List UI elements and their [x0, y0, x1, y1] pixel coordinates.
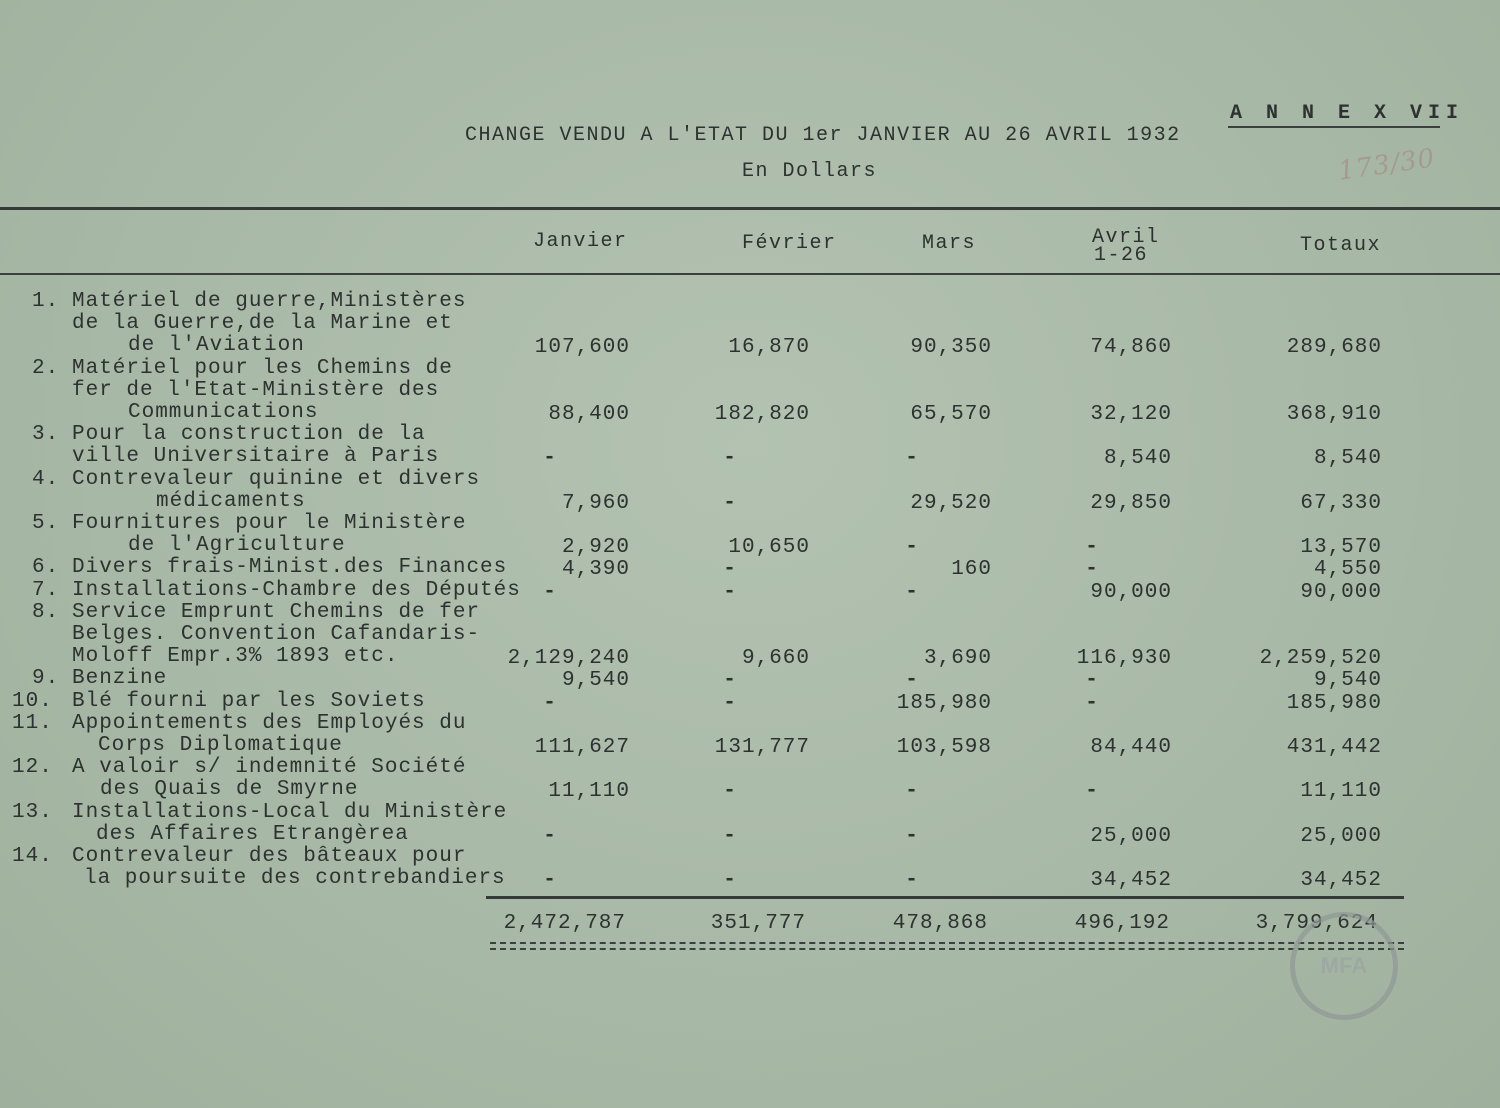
- row-value: 4,390: [561, 558, 630, 582]
- row-description-line: Matériel pour les Chemins de: [72, 356, 453, 380]
- row-value: -: [905, 580, 919, 604]
- annex-underline: [1228, 126, 1440, 128]
- row-value: 25,000: [1090, 824, 1172, 848]
- row-value: -: [543, 691, 557, 715]
- row-value: -: [543, 580, 557, 604]
- column-header-totaux: Totaux: [1300, 234, 1382, 257]
- row-value: 9,660: [741, 647, 810, 671]
- row-value: 103,598: [896, 736, 992, 759]
- row-value: 90,000: [1090, 580, 1172, 604]
- row-value: 90,350: [910, 336, 992, 360]
- row-value: 8,540: [1313, 447, 1382, 471]
- row-description-line: la poursuite des contrebandiers: [84, 867, 506, 891]
- row-value: 32,120: [1090, 403, 1172, 426]
- row-description-line: médicaments: [156, 489, 306, 513]
- row-value: 10,650: [728, 536, 810, 560]
- total-totaux: 3,799,624: [1255, 912, 1378, 935]
- row-value: 116,930: [1076, 647, 1172, 671]
- stamp-text: MFA: [1320, 953, 1368, 978]
- handwritten-reference: 173/30: [1336, 143, 1438, 187]
- double-rule-top: [490, 942, 1404, 944]
- row-value: 9,540: [561, 669, 630, 693]
- row-number: 14.: [12, 845, 53, 868]
- row-value: -: [905, 780, 919, 804]
- row-value: 11,110: [1300, 780, 1382, 804]
- row-description-line: Pour la construction de la: [72, 423, 426, 447]
- row-value: 16,870: [728, 336, 810, 360]
- row-value: 11,110: [548, 780, 630, 804]
- row-value: 4,550: [1313, 558, 1382, 582]
- row-description-line: fer de l'Etat-Ministère des: [72, 378, 440, 402]
- row-description-line: Contrevaleur quinine et divers: [72, 467, 481, 491]
- row-number: 11.: [12, 711, 53, 735]
- column-header-avril: Avril: [1092, 226, 1160, 249]
- row-number: 13.: [12, 800, 53, 824]
- row-value: -: [723, 691, 737, 715]
- row-value: 2,129,240: [507, 647, 630, 671]
- total-fevrier: 351,777: [710, 912, 806, 935]
- row-value: 88,400: [548, 403, 630, 426]
- row-value: 29,850: [1090, 491, 1172, 515]
- column-header-mars: Mars: [922, 232, 977, 255]
- row-number: 8.: [32, 600, 60, 624]
- row-value: -: [905, 669, 919, 693]
- row-value: 2,259,520: [1259, 647, 1382, 671]
- row-description-line: des Affaires Etrangèrea: [96, 822, 409, 846]
- row-value: 29,520: [910, 491, 992, 515]
- row-description-line: Benzine: [72, 667, 168, 691]
- row-value: -: [723, 780, 737, 804]
- total-mars: 478,868: [892, 912, 988, 935]
- row-value: 34,452: [1090, 869, 1172, 893]
- row-number: 3.: [32, 423, 60, 447]
- row-value: 131,777: [714, 736, 810, 759]
- row-description-line: Installations-Local du Ministère: [72, 800, 508, 824]
- row-value: 185,980: [896, 691, 992, 715]
- row-description-line: Fournitures pour le Ministère: [72, 512, 467, 535]
- total-janvier: 2,472,787: [503, 912, 626, 935]
- total-rule: [486, 896, 1404, 899]
- row-value: -: [543, 824, 557, 848]
- row-number: 9.: [32, 667, 60, 691]
- archive-stamp: [1290, 912, 1398, 1020]
- row-value: -: [543, 447, 557, 471]
- row-number: 7.: [32, 578, 60, 602]
- column-header-janvier: Janvier: [533, 230, 628, 253]
- row-description-line: ville Universitaire à Paris: [72, 445, 440, 469]
- document-title: CHANGE VENDU A L'ETAT DU 1er JANVIER AU 26 AVRIL 1932: [465, 124, 1181, 147]
- row-description-line: Contrevaleur des bâteaux pour: [72, 845, 467, 868]
- row-description-line: de l'Agriculture: [128, 534, 346, 558]
- row-value: 7,960: [561, 491, 630, 515]
- row-number: 1.: [32, 290, 60, 313]
- row-value: 84,440: [1090, 736, 1172, 759]
- row-value: -: [1085, 558, 1099, 582]
- row-number: 4.: [32, 467, 60, 491]
- row-value: 111,627: [534, 736, 630, 759]
- row-value: -: [1085, 536, 1099, 560]
- top-rule: [0, 207, 1500, 210]
- row-value: -: [1085, 691, 1099, 715]
- row-description-line: Installations-Chambre des Députés: [72, 578, 521, 602]
- row-value: -: [723, 869, 737, 893]
- row-value: -: [905, 447, 919, 471]
- row-value: 368,910: [1286, 403, 1382, 426]
- row-description-line: Matériel de guerre,Ministères: [72, 290, 467, 313]
- row-description-line: Appointements des Employés du: [72, 711, 467, 735]
- header-rule: [0, 273, 1500, 275]
- row-value: -: [905, 824, 919, 848]
- row-value: -: [723, 669, 737, 693]
- row-description-line: Service Emprunt Chemins de fer: [72, 600, 481, 624]
- row-value: 13,570: [1300, 536, 1382, 560]
- document-subtitle: En Dollars: [742, 160, 878, 183]
- column-header-avril-range: 1-26: [1094, 244, 1149, 267]
- row-number: 6.: [32, 556, 60, 580]
- row-value: 160: [951, 558, 992, 582]
- row-value: -: [1085, 669, 1099, 693]
- row-description-line: Moloff Empr.3% 1893 etc.: [72, 645, 399, 669]
- row-value: 3,690: [923, 647, 992, 671]
- double-rule-bottom: [490, 948, 1404, 950]
- row-value: -: [905, 869, 919, 893]
- row-value: 2,920: [561, 536, 630, 560]
- row-value: 431,442: [1286, 736, 1382, 759]
- row-value: 67,330: [1300, 491, 1382, 515]
- row-description-line: Divers frais-Minist.des Finances: [72, 556, 508, 580]
- row-value: 25,000: [1300, 824, 1382, 848]
- row-number: 10.: [12, 689, 53, 713]
- total-avril: 496,192: [1074, 912, 1170, 935]
- row-value: 8,540: [1103, 447, 1172, 471]
- row-description-line: A valoir s/ indemnité Société: [72, 756, 467, 780]
- row-value: -: [723, 824, 737, 848]
- row-value: 107,600: [534, 336, 630, 360]
- row-value: 34,452: [1300, 869, 1382, 893]
- row-value: -: [723, 447, 737, 471]
- row-value: 74,860: [1090, 336, 1172, 360]
- column-header-fevrier: Février: [742, 232, 837, 255]
- row-description-line: de l'Aviation: [128, 334, 305, 358]
- row-value: -: [723, 580, 737, 604]
- row-value: -: [905, 536, 919, 560]
- row-value: 65,570: [910, 403, 992, 426]
- row-value: 289,680: [1286, 336, 1382, 360]
- row-number: 5.: [32, 512, 60, 535]
- row-description-line: Corps Diplomatique: [98, 734, 343, 757]
- row-description-line: de la Guerre,de la Marine et: [72, 312, 453, 336]
- row-number: 2.: [32, 356, 60, 380]
- row-value: -: [1085, 780, 1099, 804]
- row-number: 12.: [12, 756, 53, 780]
- row-value: -: [723, 558, 737, 582]
- row-value: -: [723, 491, 737, 515]
- annex-label: A N N E X VII: [1230, 102, 1465, 125]
- row-value: 9,540: [1313, 669, 1382, 693]
- row-value: 182,820: [714, 403, 810, 426]
- row-description-line: Communications: [128, 401, 319, 424]
- row-description-line: Belges. Convention Cafandaris-: [72, 623, 481, 646]
- row-description-line: Blé fourni par les Soviets: [72, 689, 426, 713]
- row-value: 90,000: [1300, 580, 1382, 604]
- row-description-line: des Quais de Smyrne: [100, 778, 359, 802]
- row-value: 185,980: [1286, 691, 1382, 715]
- row-value: -: [543, 869, 557, 893]
